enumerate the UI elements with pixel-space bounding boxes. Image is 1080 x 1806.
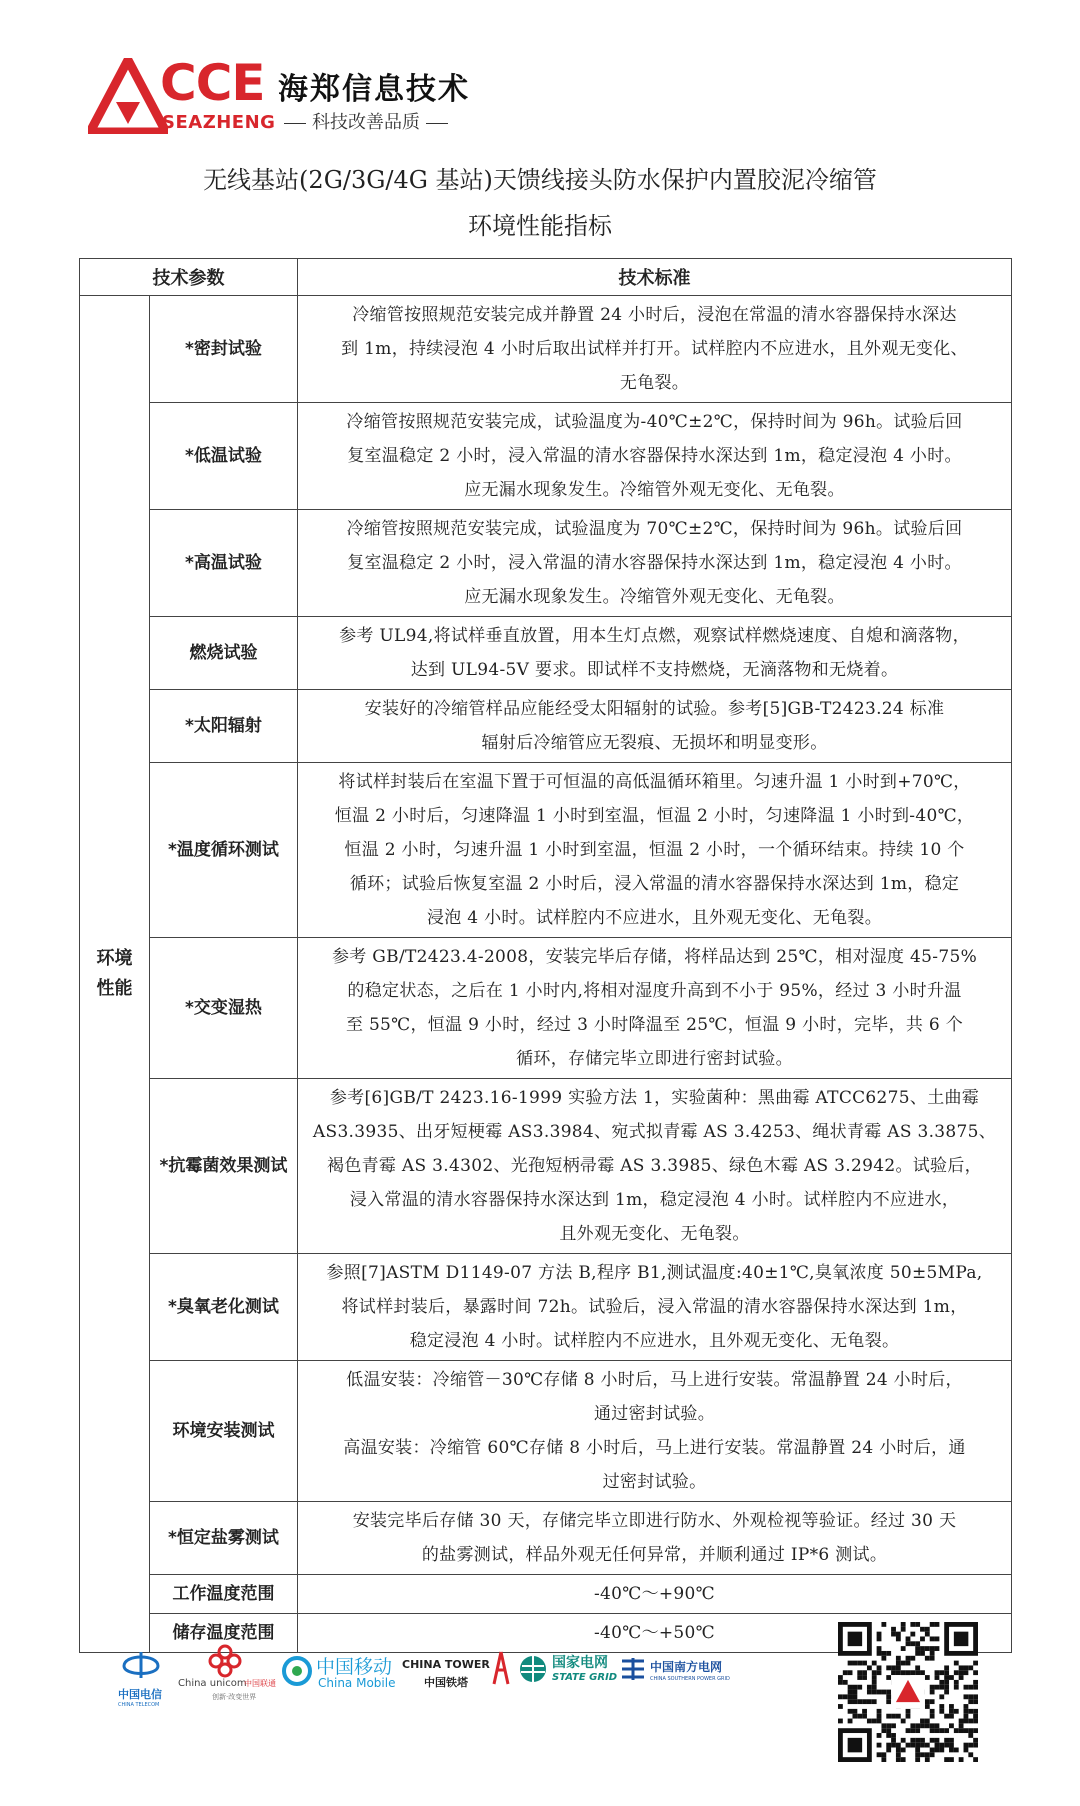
southern-grid-name-en: CHINA SOUTHERN POWER GRID bbox=[650, 1676, 730, 1682]
standard-line: 恒温 2 小时，匀速升温 1 小时到室温，恒温 2 小时，一个循环结束。持续 10 个 bbox=[344, 840, 965, 860]
state-grid-icon bbox=[518, 1654, 548, 1684]
standard-cell bbox=[298, 1361, 1012, 1502]
telecom-name-en: CHINA TELECOM bbox=[118, 1702, 160, 1708]
category-cell: 环境 性能 bbox=[80, 296, 150, 1653]
param-cell: 环境安装测试 bbox=[150, 1361, 298, 1502]
unicom-name-en: China unicom bbox=[178, 1678, 247, 1689]
table-row bbox=[80, 763, 1012, 938]
state-grid-name: 国家电网 bbox=[552, 1655, 608, 1671]
telecom-logo bbox=[118, 1648, 178, 1708]
standard-cell bbox=[298, 617, 1012, 690]
param-cell: *抗霉菌效果测试 bbox=[150, 1079, 298, 1254]
param-cell: 储存温度范围 bbox=[150, 1614, 298, 1653]
standard-cell bbox=[298, 510, 1012, 617]
standard-cell: -40℃～+50℃ bbox=[298, 1614, 1012, 1653]
unicom-slogan: 创新·改变世界 bbox=[212, 1693, 257, 1701]
standard-line: 到 1m，持续浸泡 4 小时后取出试样并打开。试样腔内不应进水，且外观无变化、 bbox=[341, 339, 968, 359]
table-row bbox=[80, 1361, 1012, 1502]
standard-line: AS3.3935、出牙短梗霉 AS3.3984、宛式拟青霉 AS 3.4253、绳状青霉 AS 3.3875、 bbox=[312, 1122, 997, 1142]
standard-line: 参考 UL94,将试样垂直放置，用本生灯点燃，观察试样燃烧速度、自熄和滴落物， bbox=[339, 626, 970, 646]
table-header-row bbox=[80, 259, 1012, 296]
standard-cell bbox=[298, 938, 1012, 1079]
southern-grid-icon bbox=[620, 1656, 646, 1682]
param-cell: 燃烧试验 bbox=[150, 617, 298, 690]
standard-line: 浸泡 4 小时。试样腔内不应进水，且外观无变化、无龟裂。 bbox=[426, 908, 883, 928]
standard-line: 辐射后冷缩管应无裂痕、无损坏和明显变形。 bbox=[481, 733, 828, 753]
standard-cell bbox=[298, 690, 1012, 763]
header-param: 技术参数 bbox=[80, 259, 298, 296]
standard-cell: -40℃～+90℃ bbox=[298, 1575, 1012, 1614]
qr-code[interactable] bbox=[838, 1622, 978, 1762]
standard-line: 恒温 2 小时后，匀速降温 1 小时到室温，恒温 2 小时，匀速降温 1 小时到-40℃， bbox=[334, 806, 975, 826]
param-cell: *太阳辐射 bbox=[150, 690, 298, 763]
standard-line: 冷缩管按照规范安装完成，试验温度为 70℃±2℃，保持时间为 96h。试验后回 bbox=[346, 519, 963, 539]
param-cell: *温度循环测试 bbox=[150, 763, 298, 938]
brand-name-cn: 海郑信息技术 bbox=[278, 72, 470, 107]
standard-line: 通过密封试验。 bbox=[593, 1404, 716, 1424]
standard-line: 的稳定状态，之后在 1 小时内,将相对湿度升高到不小于 95%，经过 3 小时升温 bbox=[347, 981, 962, 1001]
cce-logo-icon bbox=[88, 58, 168, 134]
unicom-name: 中国联通 bbox=[244, 1679, 276, 1688]
standard-line: 至 55℃，恒温 9 小时，经过 3 小时降温至 25℃，恒温 9 小时，完毕，共 6 个 bbox=[345, 1015, 964, 1035]
standard-line: 复室温稳定 2 小时，浸入常温的清水容器保持水深达到 1m，稳定浸泡 4 小时。 bbox=[347, 553, 962, 573]
standard-line: 参考 GB/T2423.4-2008，安装完毕后存储，将样品达到 25℃，相对湿度 45-75% bbox=[331, 947, 978, 967]
standard-line: 循环；试验后恢复室温 2 小时后，浸入常温的清水容器保持水深达到 1m，稳定 bbox=[349, 874, 960, 894]
table-row bbox=[80, 510, 1012, 617]
standard-line: 安装好的冷缩管样品应能经受太阳辐射的试验。参考[5]GB-T2423.24 标准 bbox=[364, 699, 945, 719]
table-row bbox=[80, 617, 1012, 690]
param-cell: *密封试验 bbox=[150, 296, 298, 403]
table-row bbox=[80, 1079, 1012, 1254]
standard-line: 稳定浸泡 4 小时。试样腔内不应进水，且外观无变化、无龟裂。 bbox=[409, 1331, 900, 1351]
param-cell: *高温试验 bbox=[150, 510, 298, 617]
standard-cell bbox=[298, 1254, 1012, 1361]
param-cell: *交变湿热 bbox=[150, 938, 298, 1079]
spec-table bbox=[79, 258, 1012, 1653]
param-cell: *低温试验 bbox=[150, 403, 298, 510]
standard-cell bbox=[298, 763, 1012, 938]
standard-line: 且外观无变化、无龟裂。 bbox=[559, 1224, 750, 1244]
mobile-name: 中国移动 bbox=[316, 1656, 393, 1678]
telecom-icon bbox=[118, 1648, 164, 1684]
standard-cell bbox=[298, 1502, 1012, 1575]
standard-line: 低温安装：冷缩管－30℃存储 8 小时后，马上进行安装。常温静置 24 小时后， bbox=[346, 1370, 963, 1390]
mobile-icon bbox=[280, 1654, 314, 1688]
param-cell: 工作温度范围 bbox=[150, 1575, 298, 1614]
header-standard: 技术标准 bbox=[298, 259, 1012, 296]
mobile-name-en: China Mobile bbox=[318, 1676, 396, 1690]
brand-name-sub: SEAZHENG bbox=[162, 112, 276, 133]
standard-line: 冷缩管按照规范安装完成，试验温度为-40℃±2℃，保持时间为 96h。试验后回 bbox=[346, 412, 963, 432]
standard-line: 高温安装：冷缩管 60℃存储 8 小时后，马上进行安装。常温静置 24 小时后，通 bbox=[343, 1438, 966, 1458]
table-body bbox=[80, 296, 1012, 1653]
brand-slogan: 科技改善品质 bbox=[278, 108, 454, 134]
tower-name: 中国铁塔 bbox=[424, 1676, 468, 1689]
standard-line: 冷缩管按照规范安装完成并静置 24 小时后，浸泡在常温的清水容器保持水深达 bbox=[352, 305, 957, 325]
standard-line: 无龟裂。 bbox=[619, 373, 690, 393]
standard-line: 浸入常温的清水容器保持水深达到 1m，稳定浸泡 4 小时。试样腔内不应进水， bbox=[349, 1190, 960, 1210]
standard-line: 将试样封装后，暴露时间 72h。试验后，浸入常温的清水容器保持水深达到 1m， bbox=[341, 1297, 968, 1317]
document-subtitle: 环境性能指标 bbox=[468, 212, 612, 240]
table-row bbox=[80, 403, 1012, 510]
standard-line: 循环，存储完毕立即进行密封试验。 bbox=[516, 1049, 793, 1069]
param-cell: *臭氧老化测试 bbox=[150, 1254, 298, 1361]
southern-grid-name: 中国南方电网 bbox=[650, 1660, 723, 1674]
table-row bbox=[80, 1254, 1012, 1361]
partner-logos bbox=[118, 1648, 738, 1708]
standard-line: 安装完毕后存储 30 天，存储完毕立即进行防水、外观检视等验证。经过 30 天 bbox=[352, 1511, 957, 1531]
table-row bbox=[80, 1502, 1012, 1575]
standard-line: 褐色青霉 AS 3.4302、光孢短柄帚霉 AS 3.3985、绿色木霉 AS 3.2942。试验后， bbox=[327, 1156, 982, 1176]
table-row bbox=[80, 296, 1012, 403]
standard-cell bbox=[298, 1079, 1012, 1254]
standard-line: 复室温稳定 2 小时，浸入常温的清水容器保持水深达到 1m，稳定浸泡 4 小时。 bbox=[347, 446, 962, 466]
standard-line: 将试样封装后在室温下置于可恒温的高低温循环箱里。匀速升温 1 小时到+70℃， bbox=[338, 772, 971, 792]
table-row bbox=[80, 938, 1012, 1079]
standard-line: 应无漏水现象发生。冷缩管外观无变化、无龟裂。 bbox=[464, 480, 845, 500]
standard-cell bbox=[298, 403, 1012, 510]
standard-cell bbox=[298, 296, 1012, 403]
standard-line: 参考[6]GB/T 2423.16-1999 实验方法 1，实验菌种：黑曲霉 ATCC6275、土曲霉 bbox=[329, 1088, 980, 1108]
standard-line: 过密封试验。 bbox=[602, 1472, 707, 1492]
standard-line: 参照[7]ASTM D1149-07 方法 B,程序 B1,测试温度:40±1℃,臭氧浓度 50±5MPa, bbox=[326, 1263, 983, 1283]
standard-line: 达到 UL94-5V 要求。即试样不支持燃烧，无滴落物和无烧着。 bbox=[410, 660, 899, 680]
standard-line: 的盐雾测试，样品外观无任何异常，并顺利通过 IP*6 测试。 bbox=[421, 1545, 888, 1565]
unicom-icon bbox=[208, 1644, 242, 1678]
brand-header bbox=[88, 54, 508, 138]
param-cell: *恒定盐雾测试 bbox=[150, 1502, 298, 1575]
brand-name-en: CCE bbox=[160, 54, 265, 112]
tower-name-en: CHINA TOWER bbox=[402, 1658, 490, 1671]
telecom-name: 中国电信 bbox=[118, 1688, 162, 1701]
state-grid-name-en: STATE GRID bbox=[552, 1672, 618, 1683]
document-title: 无线基站(2G/3G/4G 基站)天馈线接头防水保护内置胶泥冷缩管 bbox=[203, 166, 877, 194]
tower-icon bbox=[492, 1650, 510, 1686]
standard-line: 应无漏水现象发生。冷缩管外观无变化、无龟裂。 bbox=[464, 587, 845, 607]
table-row bbox=[80, 690, 1012, 763]
table-row bbox=[80, 1575, 1012, 1614]
